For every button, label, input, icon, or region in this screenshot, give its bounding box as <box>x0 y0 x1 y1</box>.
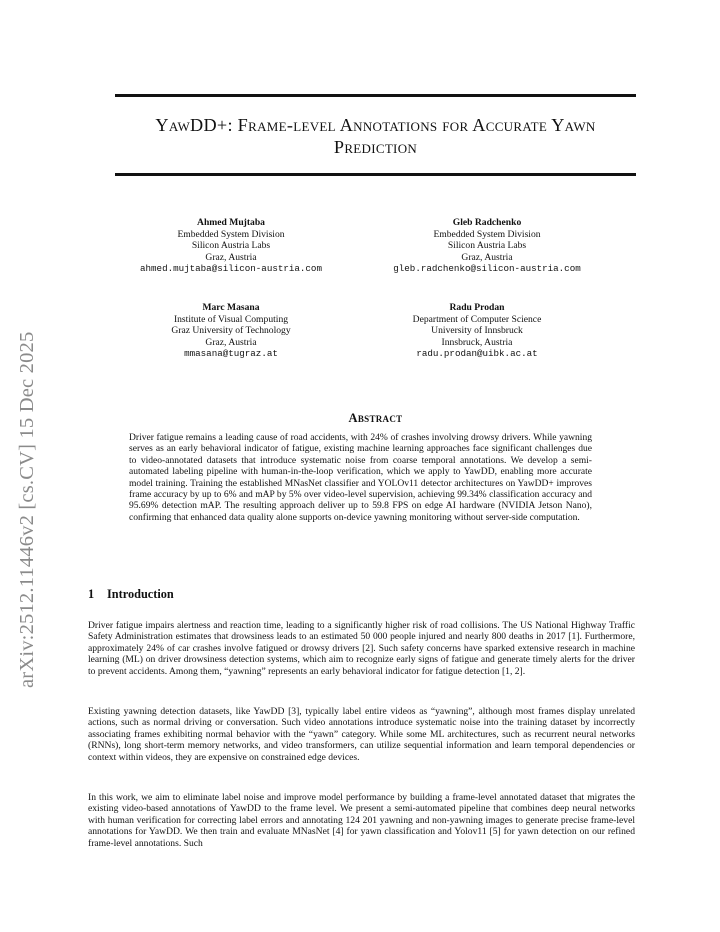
author-affiliation: Department of Computer Science <box>412 313 542 325</box>
arxiv-identifier: arXiv:2512.11446v2 [cs.CV] 15 Dec 2025 <box>16 331 38 688</box>
author-affiliation: Embedded System Division <box>433 228 541 240</box>
author-email: ahmed.mujtaba@silicon-austria.com <box>140 263 322 274</box>
author-location: Innsbruck, Austria <box>441 336 513 348</box>
author-affiliation: University of Innsbruck <box>431 325 523 336</box>
section-number: 1 <box>88 587 95 601</box>
author-location: Graz, Austria <box>205 251 257 263</box>
title-rule-top <box>115 94 636 97</box>
author-name: Ahmed Mujtaba <box>197 217 265 228</box>
author-affiliation: Institute of Visual Computing <box>173 313 289 325</box>
author-affiliation: Silicon Austria Labs <box>191 240 271 251</box>
author-email: radu.prodan@uibk.ac.at <box>416 348 538 359</box>
author-email: gleb.radchenko@silicon-austria.com <box>393 263 581 274</box>
section-title: Introduction <box>107 587 174 601</box>
author-affiliation: Graz University of Technology <box>171 325 291 336</box>
body-paragraph: Driver fatigue impairs alertness and reaction time, leading to a significantly higher risk of road collisions. The US National Highway Traffic Safety Administration estimates that drowsiness leads to an estimated 50 000 people injured and nearly 800 deaths in 2017 [1]. Furthermore, approximately 24% of car crashes involve fatigued or drowsy drivers [2]. Such safety concerns have sparked extensive research in machine learning (ML) on driver drowsiness detection systems, which aim to recognize early signs of fatigue and generate timely alerts for the driver to prevent accidents. Among them, “yawning” represents an early behavioral indicator for fatigue detection [1, 2]. <box>88 620 635 677</box>
title-rule-bottom <box>115 173 636 176</box>
author-block <box>357 217 617 275</box>
author-name: Radu Prodan <box>449 302 505 313</box>
author-affiliation: Embedded System Division <box>177 228 285 240</box>
author-block <box>347 302 607 360</box>
author-email: mmasana@tugraz.at <box>184 348 278 359</box>
abstract-body: Driver fatigue remains a leading cause of road accidents, with 24% of crashes involving drowsy drivers. While yawning serves as an early behavioral indicator of fatigue, existing machine learning approaches face significant challenges due to video-annotated datasets that introduce systematic noise from coarse temporal annotations. We develop a semi-automated labeling pipeline with human-in-the-loop verification, which we apply to YawDD, enabling more accurate model training. Training the established MNasNet classifier and YOLOv11 detector architectures on YawDD+ improves frame accuracy by up to 6% and mAP by 5% over video-level supervision, achieving 99.34% classification accuracy and 95.69% detection mAP. The resulting approach deliver up to 59.8 FPS on edge AI hardware (NVIDIA Jetson Nano), confirming that enhanced data quality alone supports on-device yawning monitoring without server-side computation. <box>129 432 592 523</box>
paper-title-line-2: Prediction <box>333 137 418 157</box>
author-block <box>101 217 361 275</box>
author-location: Graz, Austria <box>461 251 513 263</box>
author-block <box>101 302 361 360</box>
body-paragraph: Existing yawning detection datasets, like YawDD [3], typically label entire videos as “yawning”, although most frames display unrelated actions, such as normal driving or conversation. Such video annotations introduce systematic noise into the training dataset by incorrectly associating frames exhibiting normal behavior with the “yawn” category. While some ML architectures, such as recurrent neural networks (RNNs), long short-term memory networks, and video transformers, can utilize sequential information and learn temporal dependencies or context within videos, they are expensive on constrained edge devices. <box>88 706 635 763</box>
paper-title-line-1: YawDD+: Frame-level Annotations for Accurate Yawn <box>155 115 596 135</box>
section-heading <box>88 587 174 602</box>
abstract-heading: Abstract <box>348 411 403 425</box>
author-name: Marc Masana <box>202 302 260 313</box>
body-paragraph: In this work, we aim to eliminate label noise and improve model performance by building a frame-level annotated dataset that migrates the existing video-based annotations of YawDD to the frame level. We present a semi-automated pipeline that combines deep neural networks with human verification for correcting label errors and annotating 124 201 yawning and non-yawning images to generate precise frame-level annotations for YawDD. We then train and evaluate MNasNet [4] for yawn classification and Yolov11 [5] for yawn detection on our refined frame-level annotations. Such <box>88 792 635 849</box>
author-location: Graz, Austria <box>205 336 257 348</box>
author-name: Gleb Radchenko <box>452 217 522 228</box>
paper-title <box>115 114 636 158</box>
author-affiliation: Silicon Austria Labs <box>447 240 527 251</box>
